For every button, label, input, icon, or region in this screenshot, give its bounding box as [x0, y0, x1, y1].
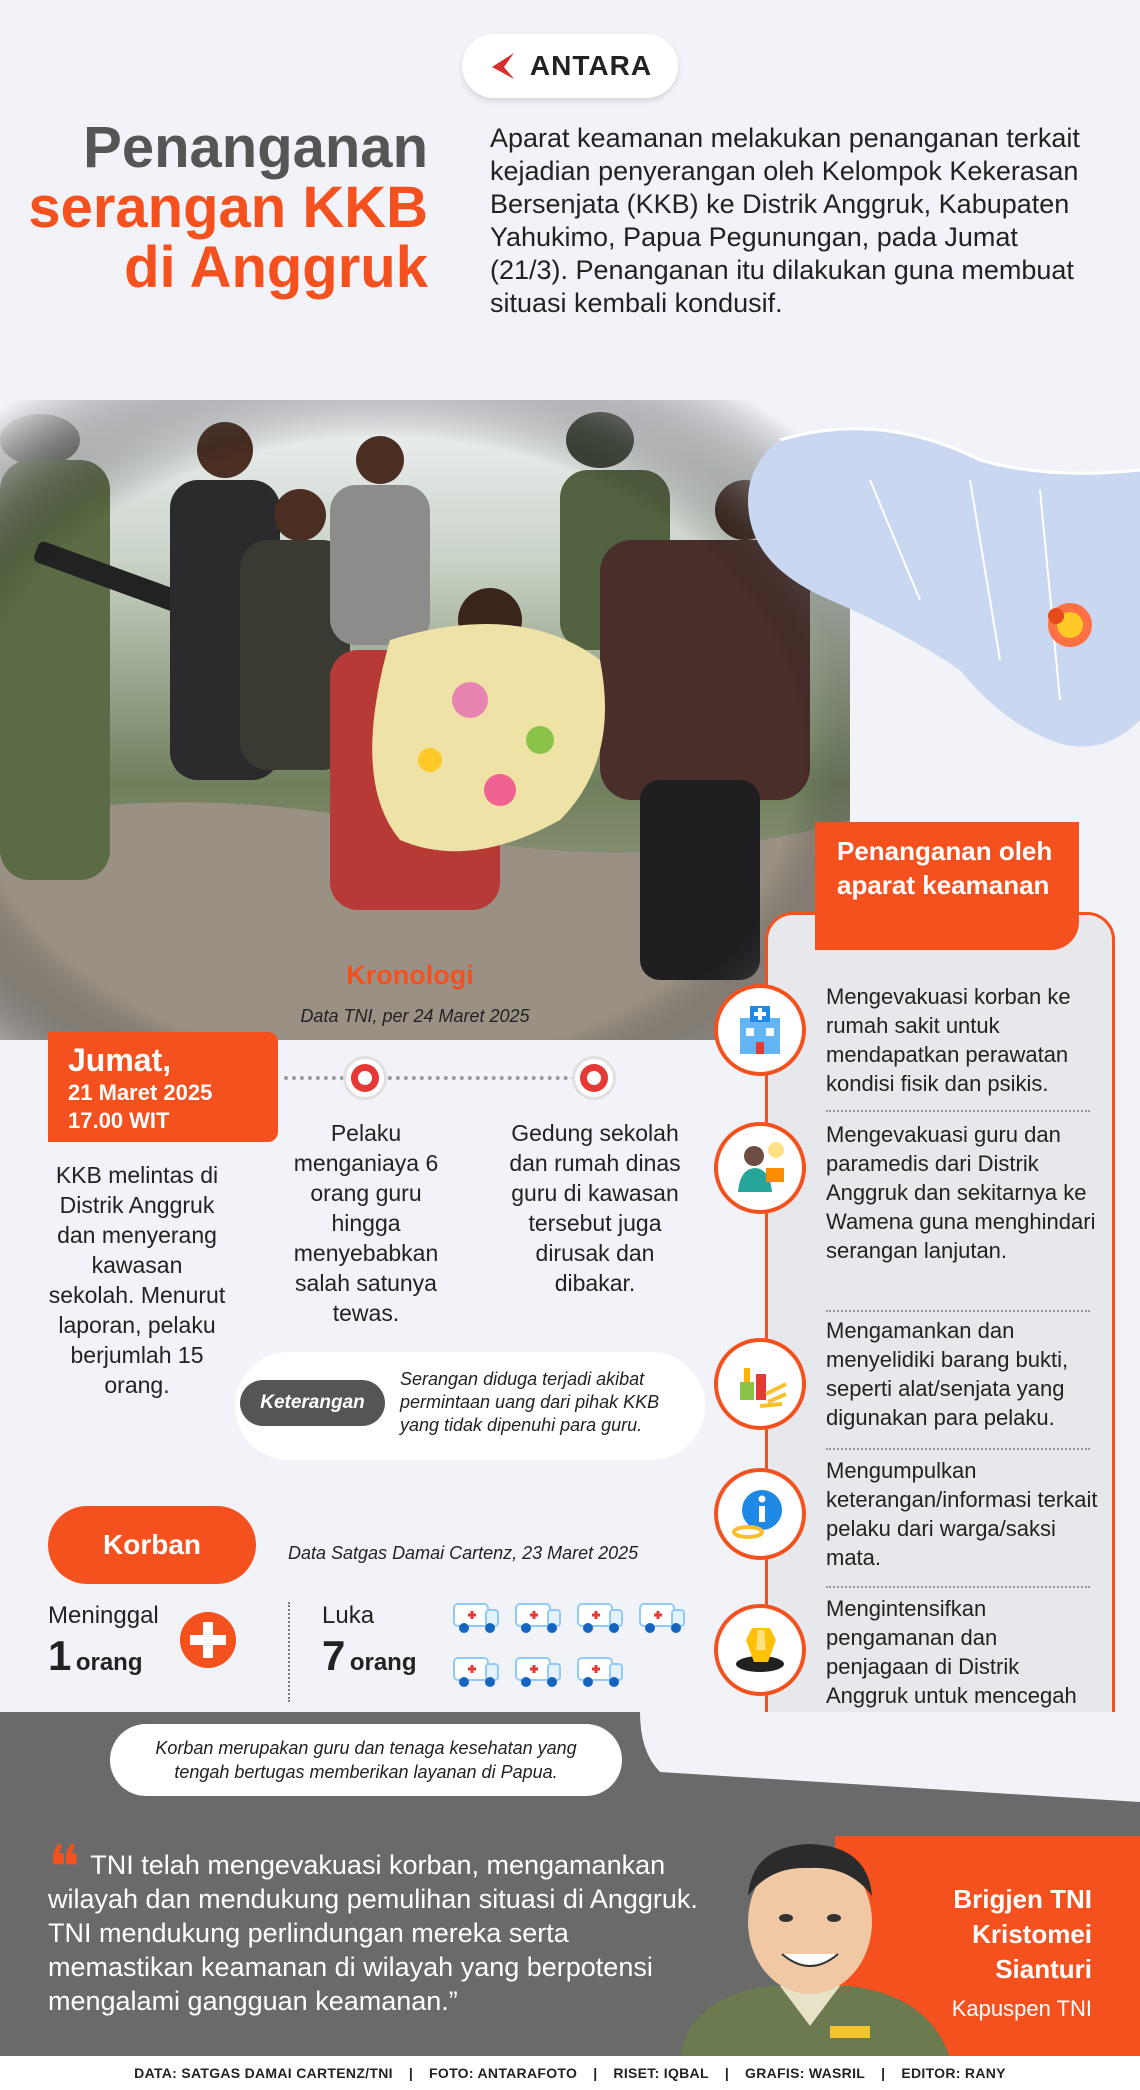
shield-icon: [714, 1604, 806, 1696]
penanganan-item-2: Mengevakuasi guru dan paramedis dari Distrik Anggruk dan sekitarnya ke Wamena guna menghindari serangan lanjutan.: [826, 1122, 1096, 1263]
credit-riset: RISET: IQBAL: [613, 2065, 709, 2081]
stat-divider: [288, 1602, 290, 1702]
credit-data: DATA: SATGAS DAMAI CARTENZ/TNI: [134, 2065, 393, 2081]
event-time: 17.00 WIT: [68, 1108, 170, 1133]
antara-mark-icon: [488, 49, 522, 83]
credit-foto: FOTO: ANTARAFOTO: [429, 2065, 578, 2081]
penanganan-title: Penanganan oleh aparat keamanan: [815, 822, 1079, 950]
speaker-name-line-3: Sianturi: [995, 1954, 1092, 1984]
ambulance-icon: [516, 1604, 560, 1633]
quote-body: TNI telah mengevakuasi korban, mengamankan wilayah dan mendukung pemulihan situasi di Anggruk. TNI mendukung perlindungan mereka serta memastikan keamanan di wilayah yang berpotensi mengalami gangguan keamanan.”: [48, 1850, 698, 2016]
kronologi-source: Data TNI, per 24 Maret 2025: [300, 1006, 530, 1026]
title-line-3: di Anggruk: [124, 235, 428, 300]
brand-name: ANTARA: [529, 50, 653, 81]
credit-grafis: GRAFIS: WASRIL: [745, 2065, 866, 2081]
title-line-2: serangan KKB: [28, 175, 428, 240]
luka-label: Luka: [322, 1602, 375, 1629]
evidence-icon: [714, 1338, 806, 1430]
speaker-name-line-2: Kristomei: [972, 1919, 1092, 1949]
kronologi-event-1: KKB melintas di Distrik Anggruk dan menyerang kawasan sekolah. Menurut laporan, pelaku berjumlah 15 orang.: [48, 1162, 226, 1398]
event-date: 21 Maret 2025: [68, 1080, 213, 1105]
item-divider: [826, 1448, 1090, 1450]
kronologi-event-2: Pelaku menganiaya 6 orang guru hingga menyebabkan salah satunya tewas.: [293, 1120, 439, 1326]
page-title: [28, 115, 428, 300]
intro-paragraph: Aparat keamanan melakukan penanganan terkait kejadian penyerangan oleh Kelompok Kekerasan Bersenjata (KKB) ke Distrik Anggruk, Kabupaten Yahukimo, Papua Pegunungan, pada Jumat (21/3). Penanganan itu dilakukan guna membuat situasi kembali kondusif.: [490, 123, 1080, 318]
timeline-line: [284, 1076, 584, 1080]
credit-separator: |: [724, 2065, 730, 2081]
speaker-name: [860, 1882, 1092, 1987]
kronologi-event-3: Gedung sekolah dan rumah dinas guru di kawasan tersebut juga dirusak dan dibakar.: [509, 1120, 681, 1296]
ambulance-icon: [578, 1658, 622, 1687]
title-line-1: Penanganan: [83, 115, 428, 180]
kronologi-title: Kronologi: [346, 960, 474, 990]
credit-separator: |: [881, 2065, 886, 2081]
explosion-icon: [1048, 603, 1092, 647]
meninggal-label: Meninggal: [48, 1602, 159, 1629]
ambulance-icon: [516, 1658, 560, 1687]
item-divider: [826, 1586, 1090, 1588]
ambulance-icon: [454, 1604, 498, 1633]
luka-count: [322, 1632, 416, 1680]
quote-mark-icon: ❝: [48, 1834, 81, 1901]
penanganan-item-3: Mengamankan dan menyelidiki barang bukti, seperti alat/senjata yang digunakan para pelaku.: [826, 1318, 1069, 1430]
info-icon: [714, 1468, 806, 1560]
timeline-marker: [572, 1056, 616, 1100]
luka-unit: orang: [349, 1649, 417, 1676]
event-date-box: [48, 1032, 278, 1142]
penanganan-item-5: Mengintensifkan pengamanan dan penjagaan di Distrik Anggruk untuk mencegah: [826, 1596, 1077, 1708]
medical-cross-icon: [178, 1608, 238, 1677]
item-divider: [826, 1310, 1090, 1312]
timeline-marker: [343, 1056, 387, 1100]
meninggal-unit: orang: [75, 1649, 143, 1676]
antara-logo: [462, 34, 678, 98]
speaker-name-line-1: Brigjen TNI: [953, 1884, 1092, 1914]
credit-editor: EDITOR: RANY: [901, 2065, 1006, 2081]
item-divider: [826, 1110, 1090, 1112]
hospital-icon: [714, 984, 806, 1076]
meninggal-count: [48, 1632, 142, 1680]
quote-text: [48, 1834, 698, 2018]
korban-source: Data Satgas Damai Cartenz, 23 Maret 2025: [288, 1543, 639, 1563]
keterangan-text: Serangan diduga terjadi akibat permintaan uang dari pihak KKB yang tidak dipenuhi para guru.: [400, 1369, 660, 1435]
korban-title: Korban: [48, 1506, 256, 1584]
ambulance-icon: [454, 1658, 498, 1687]
meninggal-number: 1: [48, 1632, 72, 1679]
credit-separator: |: [593, 2065, 598, 2081]
credits-footer: [0, 2056, 1140, 2090]
penanganan-item-4: Mengumpulkan keterangan/informasi terkait pelaku dari warga/saksi mata.: [826, 1458, 1098, 1570]
keterangan-label: Keterangan: [240, 1380, 385, 1426]
teacher-icon: [714, 1122, 806, 1214]
speaker-title: Kapuspen TNI: [951, 1996, 1092, 2021]
event-day: Jumat,: [68, 1042, 172, 1078]
luka-number: 7: [322, 1632, 346, 1679]
penanganan-item-1: Mengevakuasi korban ke rumah sakit untuk mendapatkan perawatan kondisi fisik dan psikis.: [826, 984, 1071, 1096]
credit-separator: |: [408, 2065, 414, 2081]
injured-icons: [452, 1596, 702, 1711]
korban-note: Korban merupakan guru dan tenaga kesehatan yang tengah bertugas memberikan layanan di Papua.: [110, 1724, 622, 1796]
ambulance-icon: [578, 1604, 622, 1633]
ambulance-icon: [640, 1604, 684, 1633]
